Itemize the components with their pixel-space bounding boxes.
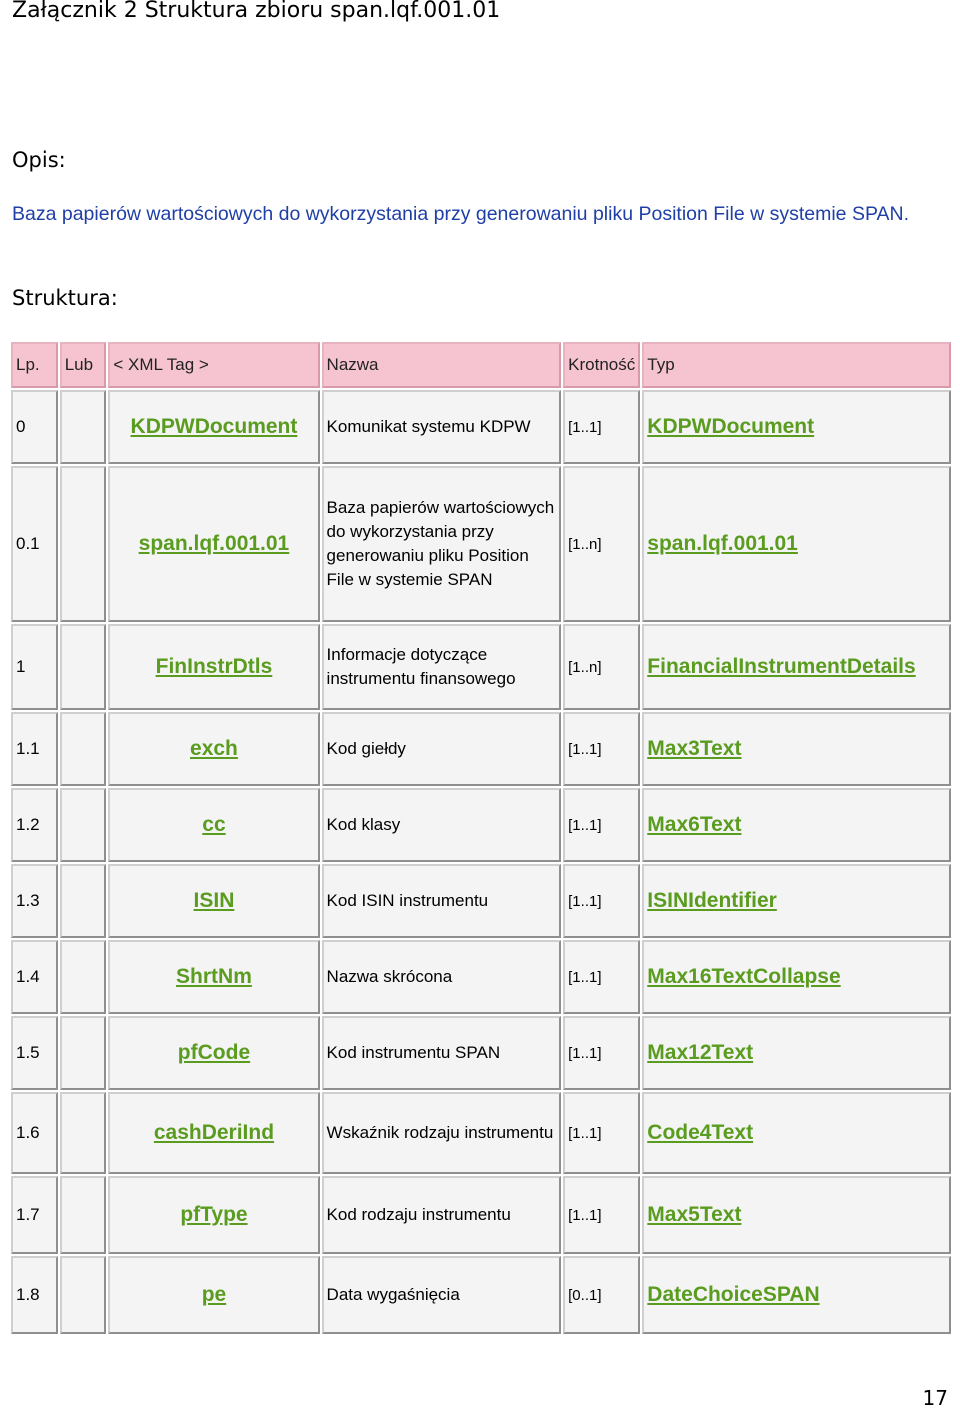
cell-name: Nazwa skrócona: [326, 967, 453, 986]
cell-name: Informacje dotyczące instrumentu finansowego: [326, 645, 516, 688]
page-title: Załącznik 2 Struktura zbioru span.lqf.001.01: [12, 0, 501, 23]
type-link[interactable]: FinancialInstrumentDetails: [647, 654, 916, 678]
header-nazwa: Nazwa: [322, 342, 562, 388]
header-typ: Typ: [642, 342, 951, 388]
type-link[interactable]: KDPWDocument: [647, 414, 815, 438]
table-row: [11, 940, 951, 1014]
type-link[interactable]: ISINIdentifier: [647, 888, 777, 912]
header-krotnosc: Krotność: [563, 342, 640, 388]
cell-lp: 0: [16, 417, 26, 436]
page-number: 17: [922, 1386, 948, 1410]
cell-multiplicity: [1..1]: [568, 1124, 602, 1142]
cell-name: Baza papierów wartościowych do wykorzystania przy generowaniu pliku Position File w systemie SPAN: [326, 498, 555, 589]
cell-name: Komunikat systemu KDPW: [326, 417, 531, 436]
cell-multiplicity: [1..1]: [568, 892, 602, 910]
cell-multiplicity: [0..1]: [568, 1286, 602, 1304]
table-row: [11, 864, 951, 938]
cell-lp: 1.5: [16, 1043, 40, 1062]
type-link[interactable]: Max16TextCollapse: [647, 964, 841, 988]
structure-table: [9, 340, 953, 1336]
xml-tag-link[interactable]: span.lqf.001.01: [138, 532, 290, 555]
cell-multiplicity: [1..1]: [568, 418, 602, 436]
cell-lp: 1: [16, 657, 26, 676]
xml-tag-link[interactable]: pfType: [180, 1203, 248, 1226]
type-link[interactable]: span.lqf.001.01: [647, 531, 798, 555]
xml-tag-link[interactable]: ShrtNm: [176, 965, 252, 988]
cell-name: Kod instrumentu SPAN: [326, 1043, 501, 1062]
xml-tag-link[interactable]: exch: [190, 737, 238, 760]
cell-lp: 1.8: [16, 1285, 40, 1304]
header-lub: Lub: [60, 342, 107, 388]
xml-tag-link[interactable]: pe: [201, 1283, 227, 1306]
cell-name: Kod rodzaju instrumentu: [326, 1205, 511, 1224]
cell-lp: 1.2: [16, 815, 40, 834]
table-row: [11, 1016, 951, 1090]
cell-name: Kod giełdy: [326, 739, 406, 758]
cell-multiplicity: [1..n]: [568, 535, 602, 553]
cell-name: Data wygaśnięcia: [326, 1285, 460, 1304]
table-row: [11, 1092, 951, 1174]
header-lp: Lp.: [11, 342, 58, 388]
xml-tag-link[interactable]: KDPWDocument: [130, 415, 298, 438]
cell-multiplicity: [1..n]: [568, 658, 602, 676]
cell-lp: 1.7: [16, 1205, 40, 1224]
cell-multiplicity: [1..1]: [568, 1044, 602, 1062]
cell-multiplicity: [1..1]: [568, 968, 602, 986]
type-link[interactable]: Max3Text: [647, 736, 742, 760]
description-label: Opis:: [12, 148, 66, 172]
type-link[interactable]: Max6Text: [647, 812, 742, 836]
cell-lp: 1.1: [16, 739, 40, 758]
header-xml-tag: < XML Tag >: [108, 342, 319, 388]
type-link[interactable]: Max5Text: [647, 1202, 742, 1226]
cell-lp: 0.1: [16, 534, 40, 553]
table-header-row: [11, 342, 951, 388]
table-row: [11, 390, 951, 464]
cell-multiplicity: [1..1]: [568, 740, 602, 758]
table-row: [11, 712, 951, 786]
cell-lp: 1.6: [16, 1123, 40, 1142]
table-row: [11, 624, 951, 710]
xml-tag-link[interactable]: FinInstrDtls: [155, 655, 273, 678]
type-link[interactable]: Max12Text: [647, 1040, 754, 1064]
table-row: [11, 466, 951, 622]
structure-label: Struktura:: [12, 286, 118, 310]
cell-lp: 1.4: [16, 967, 40, 986]
xml-tag-link[interactable]: cashDeriInd: [153, 1121, 275, 1144]
table-row: [11, 1176, 951, 1254]
cell-multiplicity: [1..1]: [568, 816, 602, 834]
description-text: Baza papierów wartościowych do wykorzystania przy generowaniu pliku Position File w systemie SPAN.: [12, 203, 910, 225]
table-row: [11, 1256, 951, 1334]
xml-tag-link[interactable]: cc: [202, 813, 226, 836]
cell-name: Kod ISIN instrumentu: [326, 891, 489, 910]
cell-name: Kod klasy: [326, 815, 401, 834]
type-link[interactable]: Code4Text: [647, 1120, 754, 1144]
xml-tag-link[interactable]: pfCode: [177, 1041, 251, 1064]
cell-multiplicity: [1..1]: [568, 1206, 602, 1224]
type-link[interactable]: DateChoiceSPAN: [647, 1282, 820, 1306]
cell-name: Wskaźnik rodzaju instrumentu: [326, 1123, 554, 1142]
table-row: [11, 788, 951, 862]
xml-tag-link[interactable]: ISIN: [193, 889, 235, 912]
cell-lp: 1.3: [16, 891, 40, 910]
